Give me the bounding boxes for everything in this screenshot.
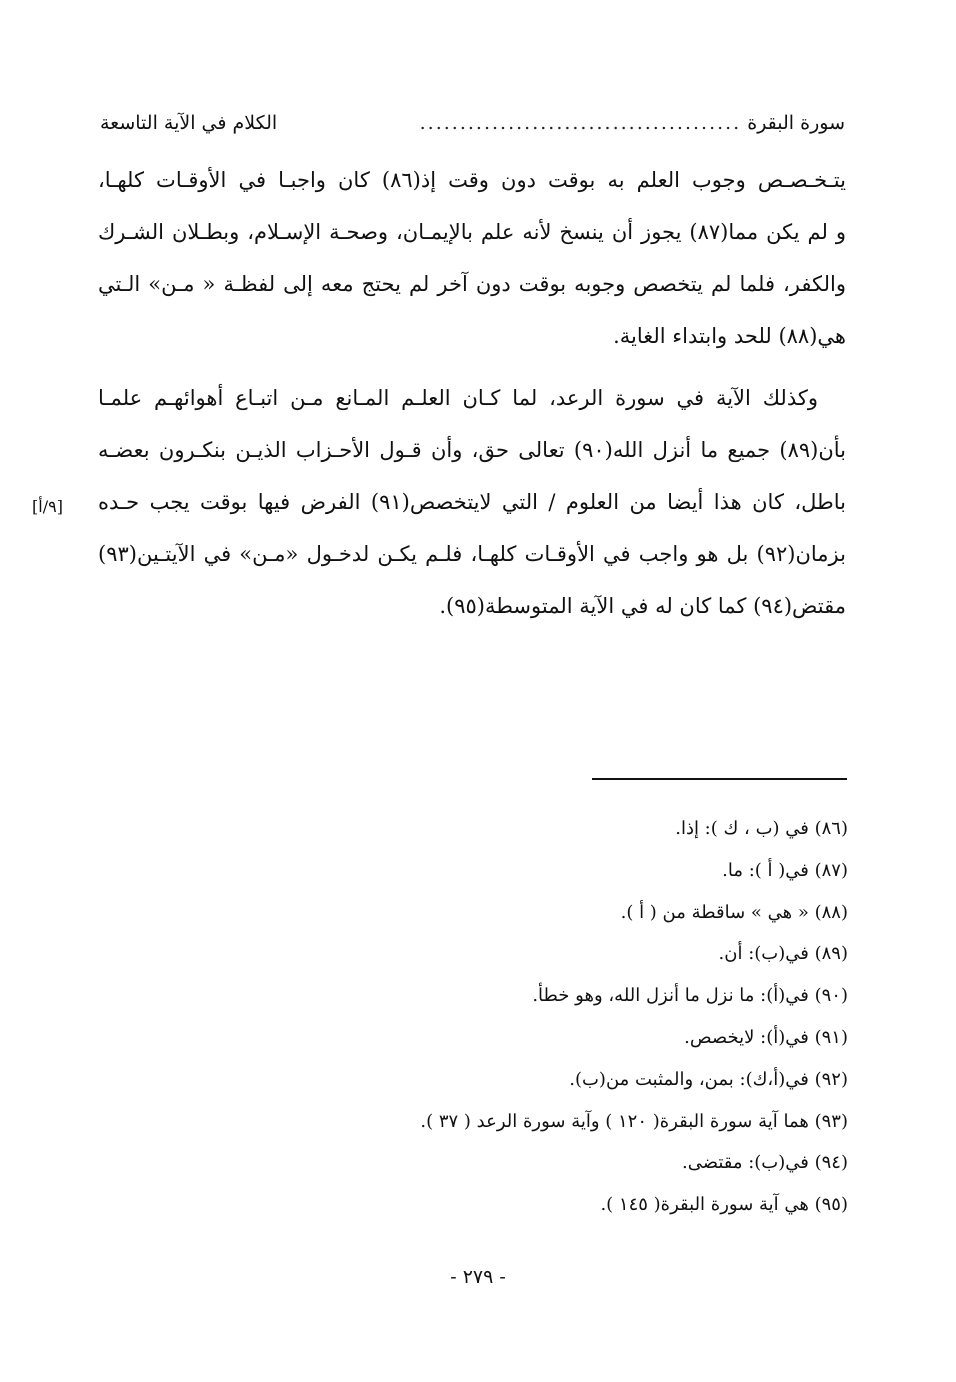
header-leader-dots: ........................................ [419, 112, 742, 134]
footnote-item: (٩١) في(أ): لايخصص. [684, 1026, 848, 1048]
footnotes [128, 808, 848, 1226]
footnote-item: (٩٤) في(ب): مقتضى. [681, 1152, 848, 1174]
paragraph-1-line: والكفر، فلما لم يتخصص وجوبه بوقت دون آخر لم يحتج معه إلى لفظـة « مـن» الـتي [98, 272, 846, 296]
paragraph-1 [98, 154, 846, 362]
paragraph-2-line: بزمان(٩٢) بل هو واجب في الأوقـات كلهـا، فلـم يكـن لدخـول «مـن» في الآيتـين(٩٣) [98, 542, 846, 566]
page-number: - ٢٧٩ - [450, 1266, 506, 1288]
footnote-item: (٩٢) في(أ،ك): بمن، والمثبت من(ب). [569, 1068, 848, 1090]
footnote-item: (٩٣) هما آية سورة البقرة( ١٢٠ ) وآية سورة الرعد ( ٣٧ ). [420, 1110, 848, 1132]
paragraph-2-line: بأن(٨٩) جميع ما أنزل الله(٩٠) تعالى حق، وأن قـول الأحـزاب الذيـن بنكـرون بعضـه [98, 438, 846, 462]
running-header [100, 110, 845, 136]
paragraph-1-line: يتـخـصـص وجوب العلم به بوقت دون وقت إذ(٨٦) كان واجبـا في الأوقـات كلهـا، [98, 168, 846, 192]
paragraph-1-line: و لم يكن مما(٨٧) يجوز أن ينسخ لأنه علم بالإيمـان، وصحـة الإسـلام، وبطـلان الشـرك [98, 220, 846, 244]
footnote-separator [592, 778, 847, 780]
footnote-item: (٨٦) في (ب ، ك ): إذا. [675, 818, 848, 839]
header-surah-title: سورة البقرة [747, 112, 845, 134]
footnote-item: (٨٧) في( أ ): ما. [722, 859, 848, 881]
paragraph-2 [98, 372, 846, 632]
footnote-item: (٩٥) هي آية سورة البقرة( ١٤٥ ). [600, 1194, 848, 1216]
paragraph-2-line: مقتض(٩٤) كما كان له في الآية المتوسطة(٩٥). [439, 594, 846, 618]
manuscript-folio-marker: [٩/أ] [32, 497, 63, 516]
paragraph-2-line: باطل، كان هذا أيضا من العلوم / التي لايتخصص(٩١) الفرض فيها بوقت يجب حـده [98, 490, 846, 514]
paragraph-2-line: وكذلك الآية في سورة الرعد، لما كـان العلـم المـانع مـن اتبـاع أهوائهـم علمـا [98, 386, 818, 410]
footnote-item: (٨٨) « هي » ساقطة من ( أ ). [620, 901, 848, 923]
header-section-title: الكلام في الآية التاسعة [100, 112, 278, 134]
footnote-item: (٨٩) في(ب): أن. [718, 943, 848, 965]
paragraph-1-line: هي(٨٨) للحد وابتداء الغاية. [613, 324, 846, 348]
footnote-item: (٩٠) في(أ): ما نزل ما أنزل الله، وهو خطأ. [532, 985, 848, 1007]
